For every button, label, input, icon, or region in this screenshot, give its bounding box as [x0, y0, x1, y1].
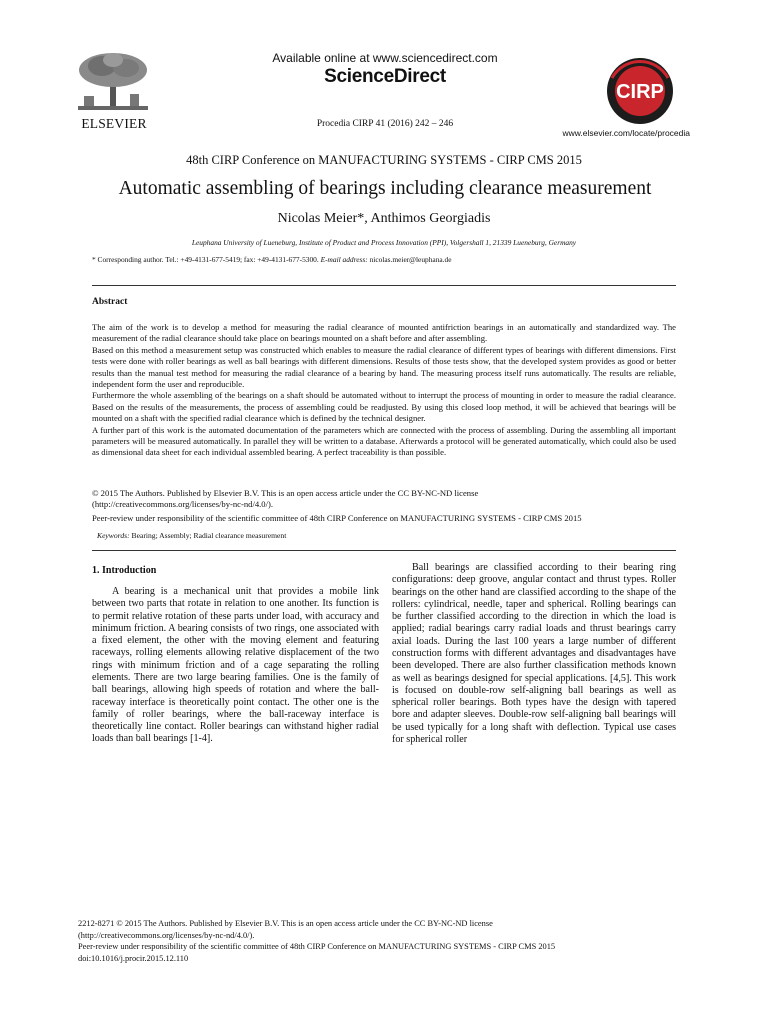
body-paragraph: A bearing is a mechanical unit that provides a mobile link between two parts that rotate in relation to one another. Its function is to permit relative rotation of these parts under load, with accuracy and minimum friction. A bearing consists of two rings, one associated with a fixed element, the other with the moving element and featuring raceways, rolling elements allowing relative displacement of the two rings with minimum friction and of a cage separating the rolling elements. There are two large bearing families. One is the family of ball bearings, allowing high speeds of rotation and where the ball-raceway interface is theoretically point contact. The other one is the family of roller bearings, where the ball-raceway interface is theoretically line contact. Roller bearings can withstand higher radial loads than ball bearings [1-4]. [92, 586, 379, 745]
corresponding-author [92, 255, 692, 264]
divider-top [92, 285, 676, 286]
footer-copyright: 2212-8271 © 2015 The Authors. Published by Elsevier B.V. This is an open access article under the CC BY-NC-ND license [78, 919, 493, 928]
peer-review-notice: Peer-review under responsibility of the scientific committee of 48th CIRP Conference on MANUFACTURING SYSTEMS - CIRP CMS 2015 [92, 513, 582, 523]
body-column-right [392, 562, 676, 746]
abstract-paragraph: The aim of the work is to develop a method for measuring the radial clearance of mounted antifriction bearings in an automatically and standardized way. The measurement of the radial clearance should take place on bearings mounted on a shaft before and after assembling. [92, 322, 676, 344]
email-label: E-mail address: [320, 255, 368, 264]
keywords [97, 531, 677, 540]
abstract-paragraph: A further part of this work is the automated documentation of the parameters which are connected with the process of assembling. During the assembling all important parameters will be measured automatically. In parallel they will be written to a database. Afterwards a protocol will be generated automatically, which could also be used as dimensional data sheet for each individual assembled bearing. A perfect traceability is than possible. [92, 424, 676, 458]
body-column-left [92, 586, 379, 746]
open-access-line: © 2015 The Authors. Published by Elsevier B.V. This is an open access article under the CC BY-NC-ND license [92, 488, 479, 498]
license-link[interactable]: (http://creativecommons.org/licenses/by-nc-nd/4.0/). [92, 499, 273, 510]
abstract-body [92, 322, 676, 459]
conference-name: 48th CIRP Conference on MANUFACTURING SYSTEMS - CIRP CMS 2015 [186, 153, 582, 167]
open-access-notice [92, 488, 676, 511]
cirp-logo-text: CIRP [616, 81, 664, 103]
body-paragraph: Ball bearings are classified according to their bearing ring configurations: deep groove, angular contact and thrust types. Roller bearings on the other hand are classified according to the shape of the rollers: cylindrical, needle, taper and spherical. Rolling bearings can be further classified according to the direction in which the load is applied; radial bearings carry radial loads and thrust bearings carry axial loads. During the last 100 years a large number of different construction forms with different advantages and disadvantages have been developed. There are also further classification methods known as well as bearings designed for special applications. [4,5]. This work is focused on double-row self-aligning ball bearings as well as spherical roller bearings. Both types have the design with tapered bore and adapter sleeves. Double-row self-aligning ball bearings will be used typically for a long shaft with deflection. Typical use cases for spherical roller [392, 562, 676, 745]
platform-name: ScienceDirect [324, 66, 446, 87]
footer-license-link[interactable]: (http://creativecommons.org/licenses/by-nc-nd/4.0/). [78, 930, 255, 940]
page-footer [78, 918, 678, 964]
abstract-paragraph: Based on this method a measurement setup was constructed which enables to measure the radial clearance of different types of bearings with different dimensions. First tests were done with roller bearings as well as ball bearings with different dimensions. Results of those tests show, that the developed system provides as good or better results than the manual test method for measuring the radial clearance of a bearing by hand. The measuring process itself runs automatically. The results are reliable, independent form the user and reproducible. [92, 344, 676, 390]
footer-peer-review: Peer-review under responsibility of the scientific committee of 48th CIRP Conference on MANUFACTURING SYSTEMS - CIRP CMS 2015 [78, 942, 556, 951]
divider-bottom [92, 550, 676, 551]
publisher-wordmark: ELSEVIER [81, 116, 147, 131]
abstract-paragraph: Furthermore the whole assembling of the bearings on a shaft should be automated without to interrupt the process of mounting in order to measure the radial clearance. Based on the results of the measurements, the process of assembling could be readjusted. By using this closed loop method, it will be achieved that bearings will be mounted on a shaft with the specified radial clearance which is defined by the technical designer. [92, 390, 676, 424]
cirp-logo [600, 56, 680, 126]
paper-title: Automatic assembling of bearings including clearance measurement [118, 178, 652, 199]
journal-citation: Procedia CIRP 41 (2016) 242 – 246 [316, 119, 454, 129]
corresponding-email[interactable]: nicolas.meier@leuphana.de [369, 255, 452, 264]
journal-url[interactable]: www.elsevier.com/locate/procedia [562, 128, 690, 138]
available-online-line: Available online at www.sciencedirect.com [272, 51, 498, 65]
section-heading-introduction: 1. Introduction [92, 565, 157, 576]
keywords-list: Bearing; Assembly; Radial clearance measurement [131, 531, 287, 540]
abstract-heading: Abstract [92, 297, 128, 307]
author-affiliation: Leuphana University of Lueneburg, Institute of Product and Process Innovation (PPI), Volgershall 1, 21339 Lueneburg, Germany [191, 238, 577, 247]
corresponding-contact: * Corresponding author. Tel.: +49-4131-677-5419; fax: +49-4131-677-5300. [92, 255, 319, 264]
paper-authors: Nicolas Meier*, Anthimos Georgiadis [277, 211, 491, 226]
keywords-label: Keywords: [97, 531, 130, 540]
footer-doi[interactable]: doi:10.1016/j.procir.2015.12.110 [78, 953, 189, 963]
